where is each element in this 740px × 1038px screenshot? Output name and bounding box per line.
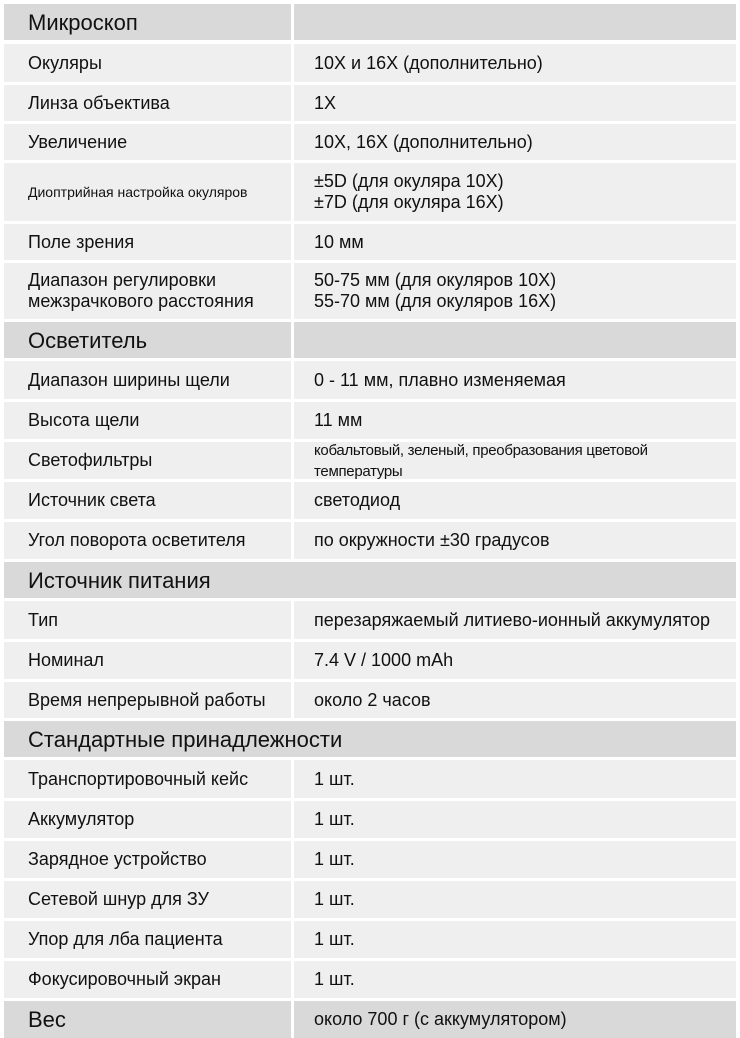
row-label: Диапазон регулировки межзрачкового расстояния xyxy=(4,263,291,319)
row-label: Аккумулятор xyxy=(4,801,291,838)
row-value: 50-75 мм (для окуляров 10X) 55-70 мм (для окуляров 16X) xyxy=(294,263,736,319)
table-row xyxy=(4,522,736,559)
table-row xyxy=(4,442,736,479)
section-header xyxy=(4,562,736,598)
table-row xyxy=(4,124,736,160)
row-value: 1 шт. xyxy=(294,760,736,798)
row-label: Упор для лба пациента xyxy=(4,921,291,958)
section-header xyxy=(4,4,736,40)
section-header xyxy=(4,1001,736,1038)
row-label: Источник света xyxy=(4,482,291,519)
table-row xyxy=(4,402,736,439)
row-value: 1 шт. xyxy=(294,841,736,878)
section-header xyxy=(4,721,736,757)
row-value: 10X, 16X (дополнительно) xyxy=(294,124,736,160)
row-value xyxy=(294,4,736,40)
table-row xyxy=(4,361,736,399)
row-label: Увеличение xyxy=(4,124,291,160)
row-value: 11 мм xyxy=(294,402,736,439)
table-row xyxy=(4,642,736,679)
row-label: Светофильтры xyxy=(4,442,291,479)
row-label: Тип xyxy=(4,601,291,639)
table-row xyxy=(4,682,736,718)
row-label: Время непрерывной работы xyxy=(4,682,291,718)
row-value: перезаряжаемый литиево-ионный аккумулятор xyxy=(294,601,736,639)
row-label: Диоптрийная настройка окуляров xyxy=(4,163,291,221)
row-value: 10 мм xyxy=(294,224,736,260)
table-row xyxy=(4,961,736,998)
row-label: Поле зрения xyxy=(4,224,291,260)
table-row xyxy=(4,44,736,82)
row-value: светодиод xyxy=(294,482,736,519)
table-row xyxy=(4,601,736,639)
row-label: Линза объектива xyxy=(4,85,291,121)
section-title: Вес xyxy=(4,1001,291,1038)
row-label: Диапазон ширины щели xyxy=(4,361,291,399)
table-row xyxy=(4,921,736,958)
row-value: около 2 часов xyxy=(294,682,736,718)
row-value xyxy=(294,322,736,358)
section-header xyxy=(4,322,736,358)
row-value: 0 - 11 мм, плавно изменяемая xyxy=(294,361,736,399)
row-value: кобальтовый, зеленый, преобразования цветовой температуры xyxy=(294,442,736,479)
table-row xyxy=(4,482,736,519)
table-row xyxy=(4,263,736,319)
row-value: 1 шт. xyxy=(294,801,736,838)
row-value: 10X и 16X (дополнительно) xyxy=(294,44,736,82)
row-label: Высота щели xyxy=(4,402,291,439)
row-label: Окуляры xyxy=(4,44,291,82)
row-value: 1 шт. xyxy=(294,881,736,918)
table-row xyxy=(4,85,736,121)
row-value: 1 шт. xyxy=(294,921,736,958)
table-row xyxy=(4,841,736,878)
row-value: по окружности ±30 градусов xyxy=(294,522,736,559)
table-row xyxy=(4,224,736,260)
section-title: Источник питания xyxy=(4,562,736,598)
table-row xyxy=(4,881,736,918)
row-label: Номинал xyxy=(4,642,291,679)
row-value: около 700 г (с аккумулятором) xyxy=(294,1001,736,1038)
section-title: Стандартные принадлежности xyxy=(4,721,736,757)
section-title: Микроскоп xyxy=(4,4,291,40)
row-label: Зарядное устройство xyxy=(4,841,291,878)
row-label: Фокусировочный экран xyxy=(4,961,291,998)
row-label: Транспортировочный кейс xyxy=(4,760,291,798)
row-label: Угол поворота осветителя xyxy=(4,522,291,559)
row-value: 1 шт. xyxy=(294,961,736,998)
row-label: Сетевой шнур для ЗУ xyxy=(4,881,291,918)
row-value: 1X xyxy=(294,85,736,121)
section-title: Осветитель xyxy=(4,322,291,358)
table-row xyxy=(4,801,736,838)
row-value: 7.4 V / 1000 mAh xyxy=(294,642,736,679)
row-value: ±5D (для окуляра 10X) ±7D (для окуляра 16X) xyxy=(294,163,736,221)
table-row xyxy=(4,760,736,798)
table-row xyxy=(4,163,736,221)
